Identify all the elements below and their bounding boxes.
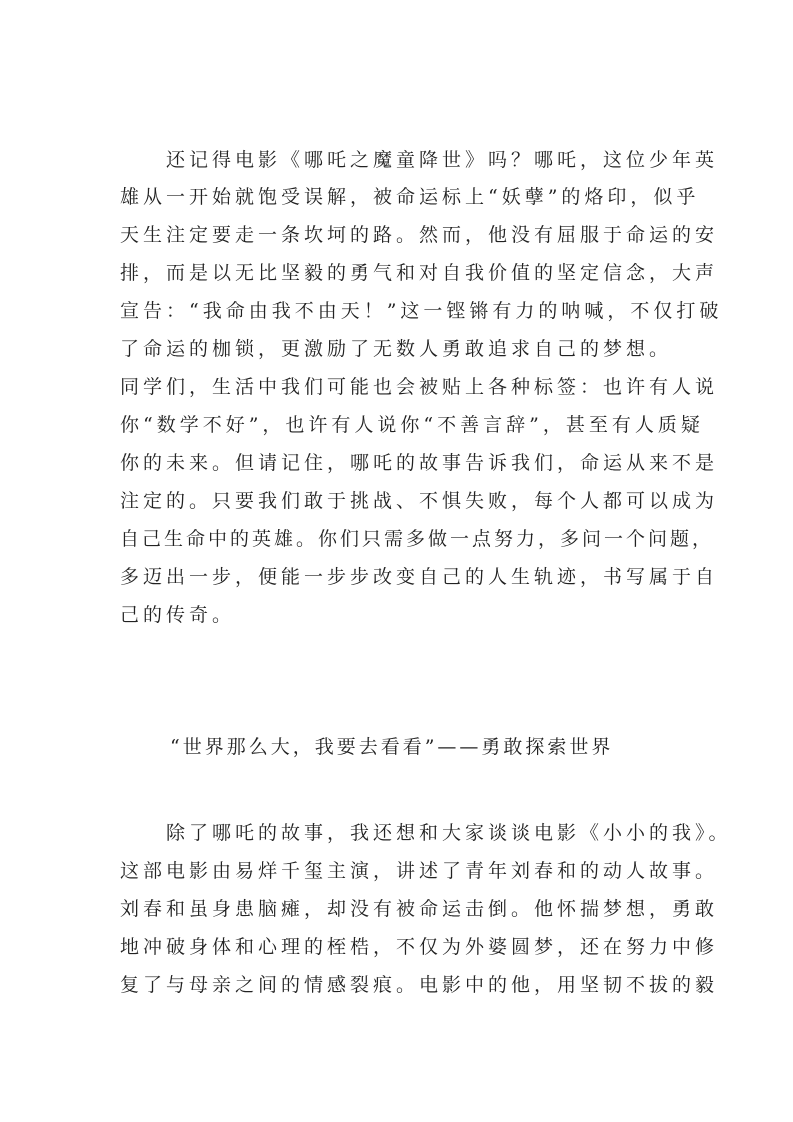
- paragraph-line: 复了与母亲之间的情感裂痕。电影中的他，用坚韧不拔的毅: [120, 974, 719, 996]
- paragraph-line: 刘春和虽身患脑瘫，却没有被命运击倒。他怀揣梦想，勇敢: [120, 898, 719, 920]
- paragraph-line: 排，而是以无比坚毅的勇气和对自我价值的坚定信念，大声: [120, 262, 719, 284]
- paragraph-line: 自己生命中的英雄。你们只需多做一点努力，多问一个问题，: [120, 528, 715, 550]
- paragraph-line: 了命运的枷锁，更激励了无数人勇敢追求自己的梦想。: [120, 338, 673, 360]
- paragraph-line: 你“数学不好”，也许有人说你“不善言辞”，甚至有人质疑: [120, 414, 704, 436]
- paragraph-line: 雄从一开始就饱受误解，被命运标上“妖孽”的烙印，似乎: [120, 186, 700, 208]
- paragraph-line: 地冲破身体和心理的桎梏，不仅为外婆圆梦，还在努力中修: [120, 936, 719, 958]
- paragraph-line: 天生注定要走一条坎坷的路。然而，他没有屈服于命运的安: [120, 224, 719, 246]
- paragraph-line: 注定的。只要我们敢于挑战、不惧失败，每个人都可以成为: [120, 490, 719, 512]
- paragraph-line: 同学们，生活中我们可能也会被贴上各种标签：也许有人说: [120, 376, 719, 398]
- paragraph-line: 多迈出一步，便能一步步改变自己的人生轨迹，书写属于自: [120, 566, 719, 588]
- paragraph-line: 除了哪吒的故事，我还想和大家谈谈电影《小小的我》。: [166, 822, 732, 844]
- paragraph-line: 这部电影由易烊千玺主演，讲述了青年刘春和的动人故事。: [120, 860, 719, 882]
- paragraph-line: 己的传奇。: [120, 604, 236, 626]
- paragraph-line: 你的未来。但请记住，哪吒的故事告诉我们，命运从来不是: [120, 452, 719, 474]
- paragraph-line: 宣告：“我命由我不由天！”这一铿锵有力的呐喊，不仅打破: [120, 300, 723, 322]
- section-heading: “世界那么大，我要去看看”——勇敢探索世界: [170, 736, 614, 758]
- paragraph-line: 还记得电影《哪吒之魔童降世》吗？哪吒，这位少年英: [166, 149, 719, 171]
